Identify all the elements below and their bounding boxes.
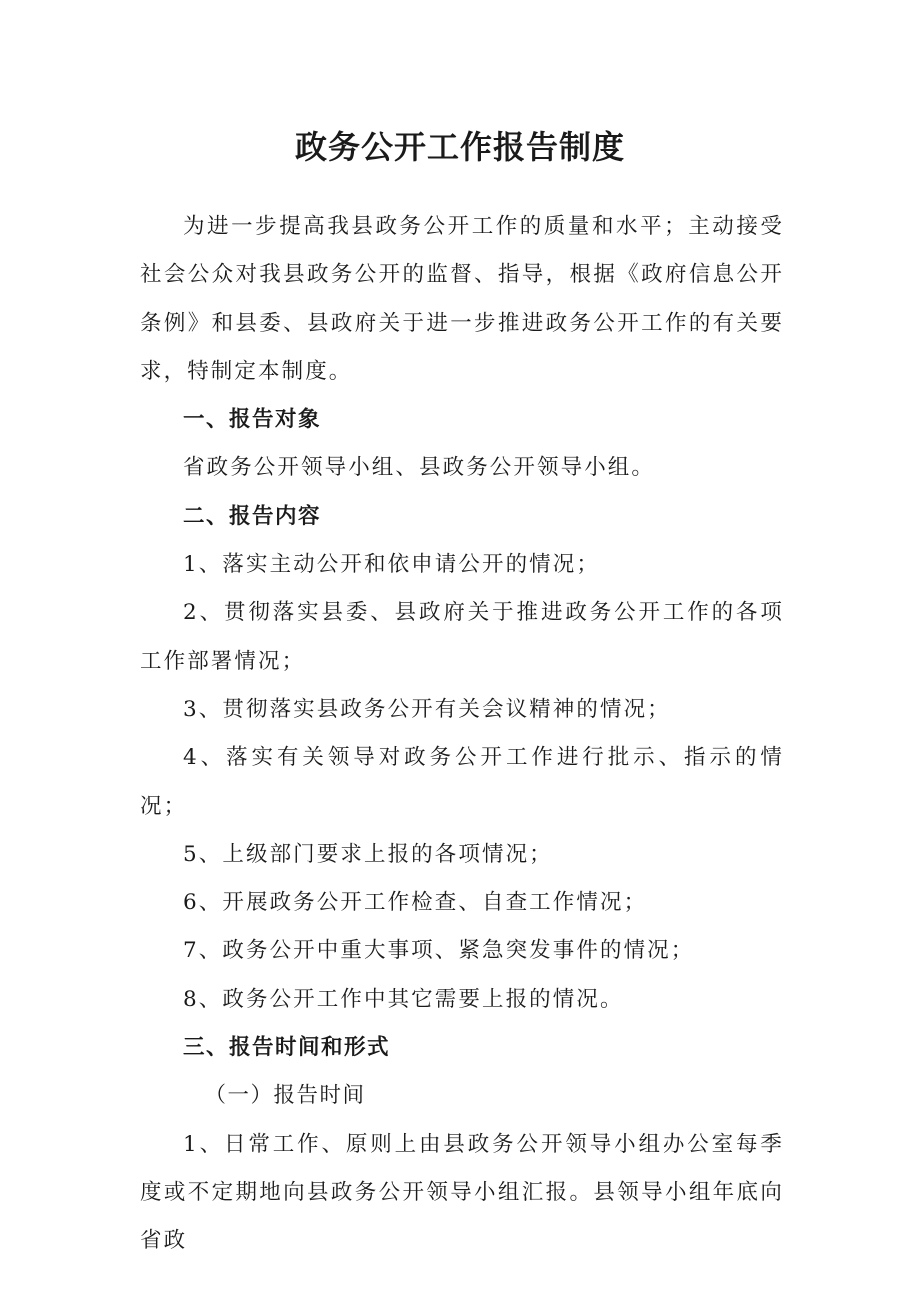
list-item: 8、政务公开工作中其它需要上报的情况。	[183, 986, 624, 1012]
list-item: 5、上级部门要求上报的各项情况；	[183, 841, 553, 867]
document-body	[140, 203, 784, 1266]
list-item: 1、落实主动公开和依申请公开的情况；	[183, 552, 600, 578]
section-heading-1: 一、报告对象	[183, 407, 322, 433]
list-item: 4、落实有关领导对政务公开工作进行批示、指示的情况；	[140, 745, 784, 819]
list-item: 2、贯彻落实县委、县政府关于推进政务公开工作的各项工作部署情况；	[140, 600, 784, 674]
section-heading-3: 三、报告时间和形式	[183, 1035, 391, 1061]
intro-paragraph: 为进一步提高我县政务公开工作的质量和水平；主动接受社会公众对我县政务公开的监督、指导，根据《政府信息公开条例》和县委、县政府关于进一步推进政务公开工作的有关要求，特制定本制度。	[140, 214, 784, 384]
document-title: 政务公开工作报告制度	[294, 128, 625, 166]
section-3-text: 1、日常工作、原则上由县政务公开领导小组办公室每季度或不定期地向县政务公开领导小组汇报。县领导小组年底向省政	[140, 1131, 784, 1254]
section-1-text: 省政务公开领导小组、县政务公开领导小组。	[183, 455, 656, 481]
list-item: 7、政务公开中重大事项、紧急突发事件的情况；	[183, 938, 695, 964]
list-item: 3、贯彻落实县政务公开有关会议精神的情况；	[183, 696, 671, 722]
list-item: 6、开展政务公开工作检查、自查工作情况；	[183, 890, 648, 916]
section-heading-2: 二、报告内容	[183, 503, 322, 529]
subsection-heading: （一）报告时间	[204, 1083, 366, 1109]
